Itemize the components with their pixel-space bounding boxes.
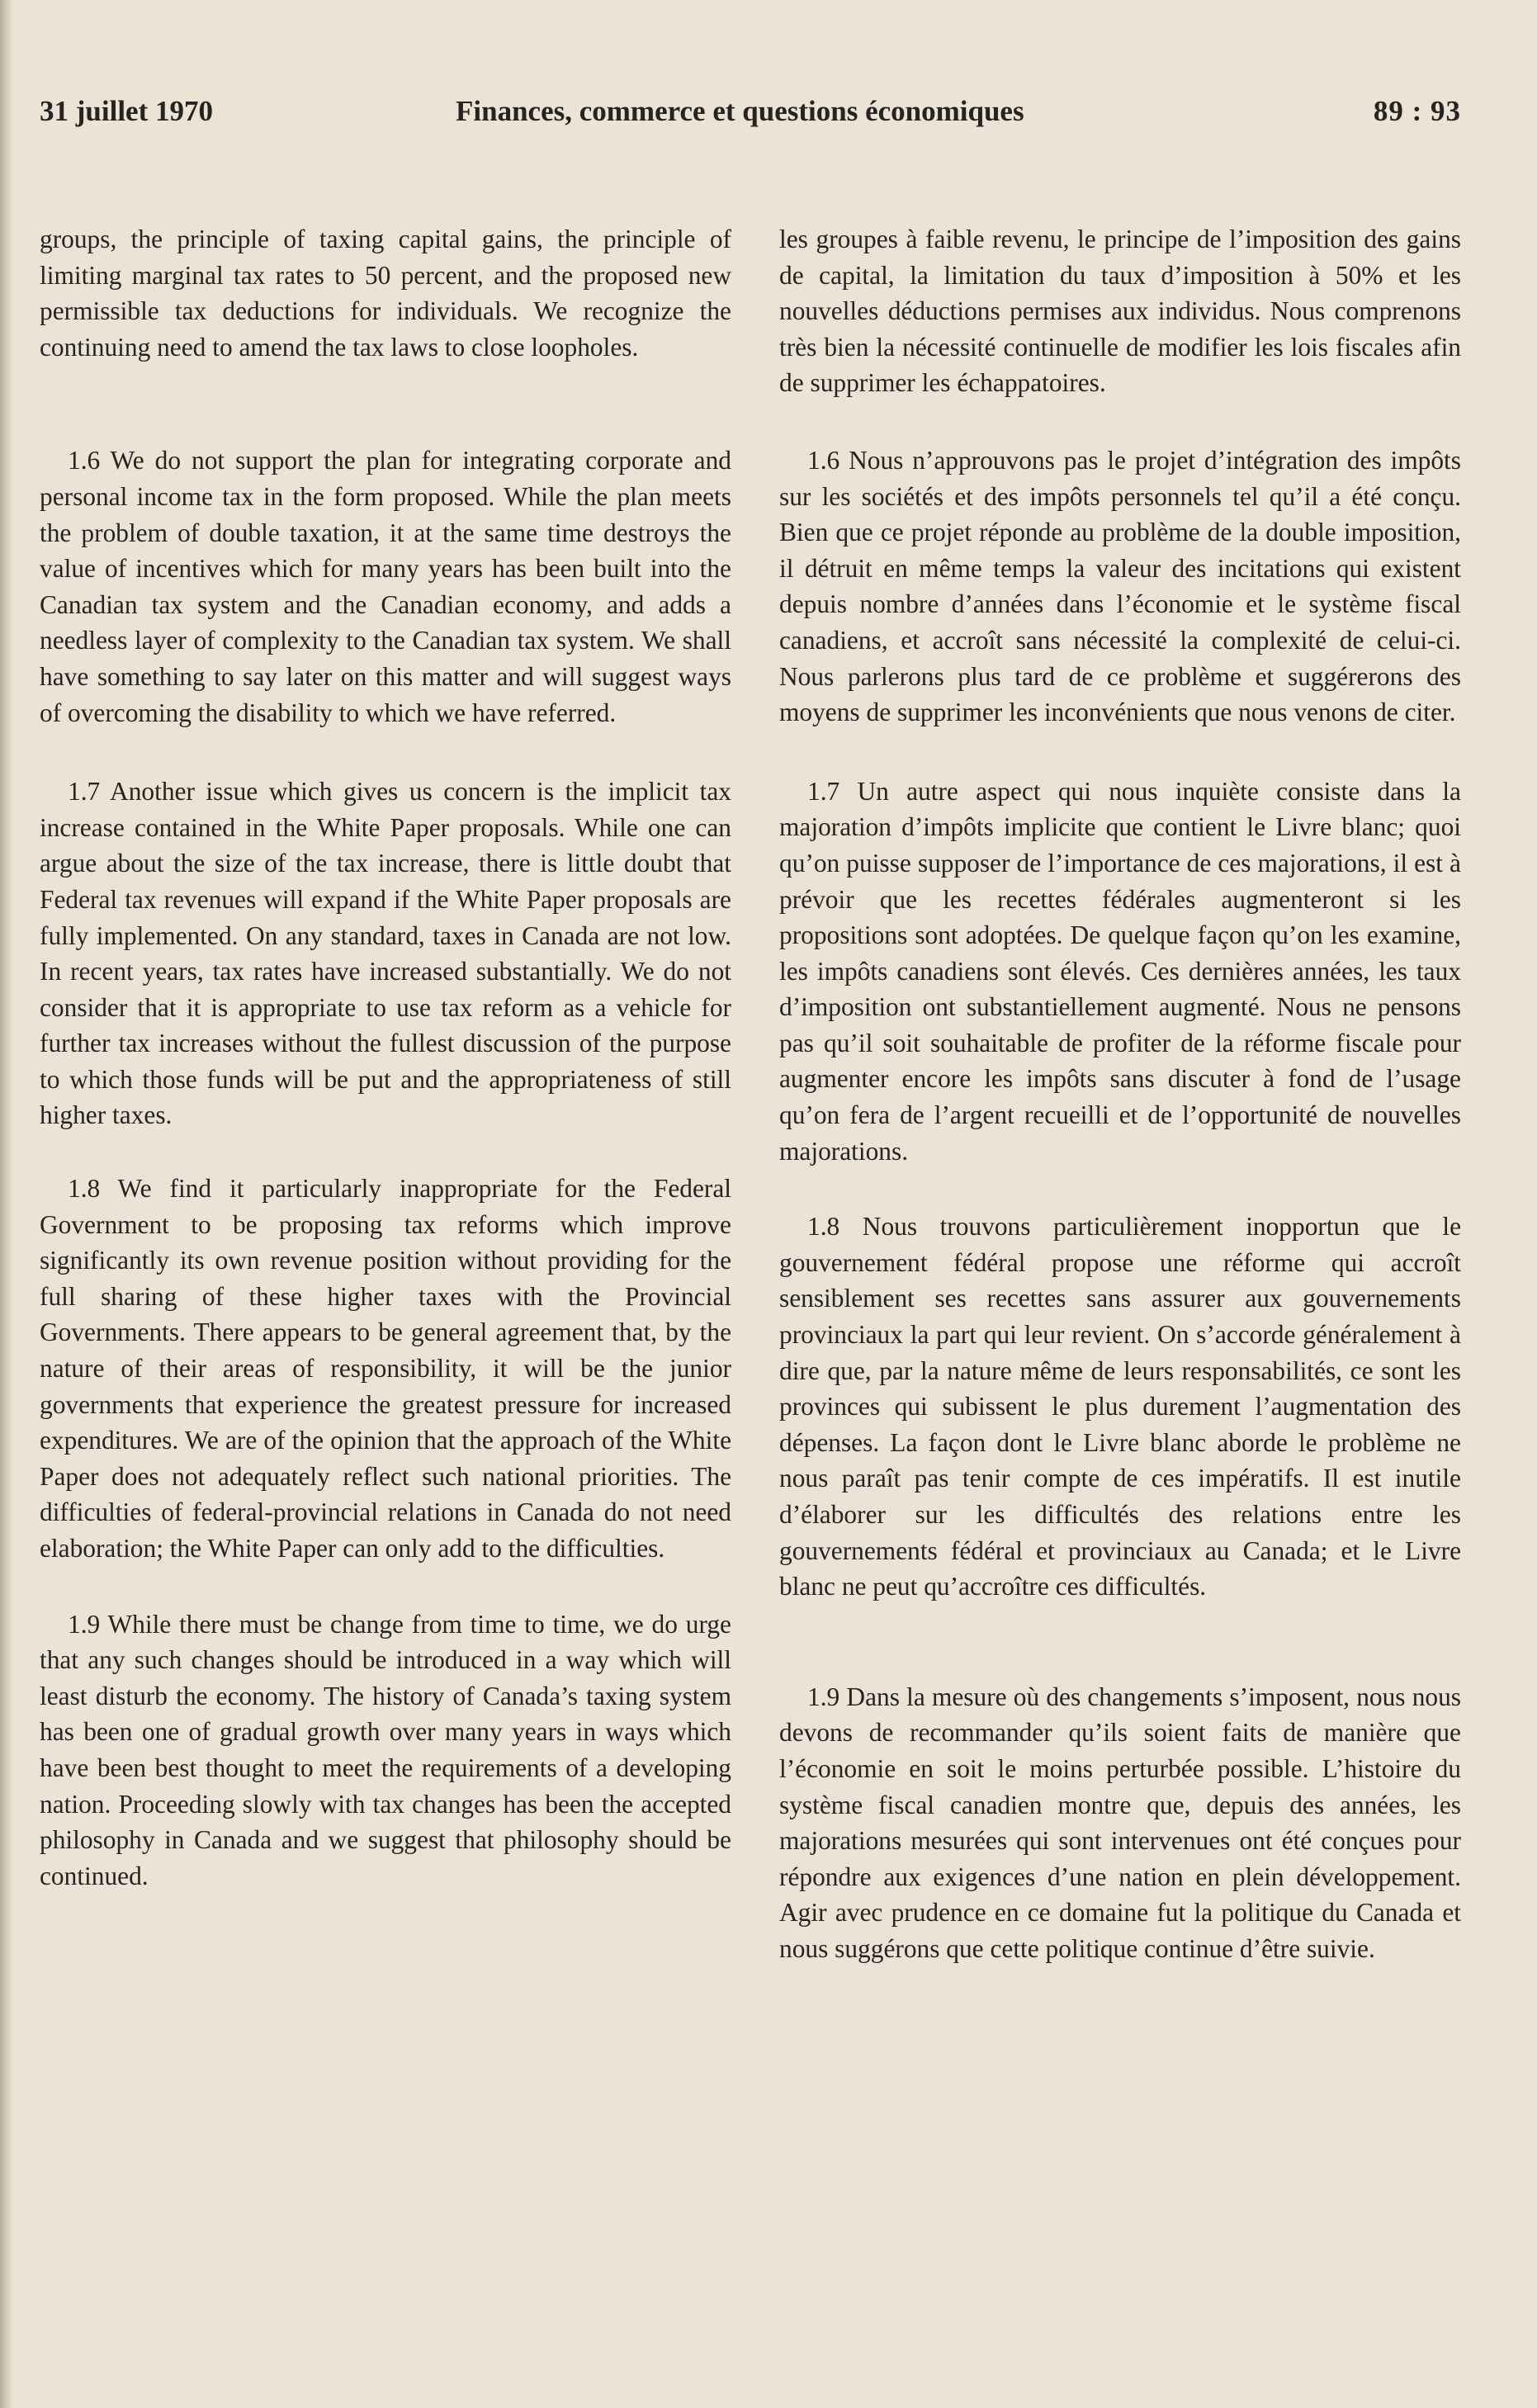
paragraph-1-8: 1.8 Nous trouvons particulièrement inopportun que le gouvernement fédéral propose une réforme qui accroît sensiblement ses recettes sans assurer aux gouvernements provinciaux la part qui leur revient. On s’accorde généralement à dire que, par la nature même de leurs responsabilités, ce sont les provinces qui subissent le plus durement l’augmentation des dépenses. La façon dont le Livre blanc aborde le problème ne nous paraît pas tenir compte de ces impératifs. Il est inutile d’élaborer sur les difficultés des relations entre les gouvernements fédéral et provinciaux au Canada; et le Livre blanc ne peut qu’accroître ces difficultés. (779, 1212, 1461, 1601)
header-page-number: 89 : 93 (1373, 95, 1461, 127)
paragraph-1-8: 1.8 We find it particularly inappropriate for the Federal Government to be proposing tax reforms which improve significantly its own revenue position without providing for the full sharing of these higher taxes with the Provincial Governments. There appears to be general agreement that, by the nature of their areas of responsibility, it will be the junior governments that experience the greatest pressure for increased expenditures. We are of the opinion that the approach of the White Paper does not adequately reflect such national priorities. The difficulties of federal-provincial relations in Canada do not need elaboration; the White Paper can only add to the difficulties. (40, 1174, 731, 1563)
paragraph-1-7: 1.7 Un autre aspect qui nous inquiète consiste dans la majoration d’impôts implicite que contient le Livre blanc; quoi qu’on puisse supposer de l’importance de ces majorations, il est à prévoir que les recettes fédérales augmenteront si les propositions sont adoptées. De quelque façon qu’on les examine, les impôts canadiens sont élevés. Ces dernières années, les taux d’imposition ont substantiellement augmenté. Nous ne pensons pas qu’il soit souhaitable de profiter de la réforme fiscale pour augmenter encore les impôts sans discuter à fond de l’usage qu’on fera de l’argent recueilli et de l’opportunité de nouvelles majorations. (779, 776, 1461, 1166)
header-date: 31 juillet 1970 (40, 95, 213, 127)
french-column (779, 221, 1461, 1967)
paragraph-1-9: 1.9 Dans la mesure où des changements s’imposent, nous nous devons de recommander qu’ils soient faits de manière que l’économie en soit le moins perturbée possible. L’histoire du système fiscal canadien montre que, depuis des années, les majorations mesurées qui sont intervenues ont été conçues pour répondre aux exigences d’une nation en plein développement. Agir avec prudence en ce domaine fut la politique du Canada et nous suggérons que cette politique continue d’être suivie. (779, 1682, 1461, 1963)
english-column (40, 221, 731, 1894)
paragraph-1-6: 1.6 We do not support the plan for integrating corporate and personal income tax in the form proposed. While the plan meets the problem of double taxation, it at the same time destroys the value of incentives which for many years has been built into the Canadian tax system and the Canadian economy, and adds a needless layer of complexity to the Canadian tax system. We shall have something to say later on this matter and will suggest ways of overcoming the disability to which we have referred. (40, 446, 731, 727)
header-title: Finances, commerce et questions économiques (456, 95, 1024, 127)
paragraph-1-7: 1.7 Another issue which gives us concern is the implicit tax increase contained in the White Paper proposals. While one can argue about the size of the tax increase, there is little doubt that Federal tax revenues will expand if the White Paper proposals are fully implemented. On any standard, taxes in Canada are not low. In recent years, tax rates have increased substantially. We do not consider that it is appropriate to use tax reform as a vehicle for further tax increases without the fullest discussion of the purpose to which those funds will be put and the appropriateness of still higher taxes. (40, 777, 731, 1130)
page-header (40, 91, 1461, 140)
paragraph-continuation: groups, the principle of taxing capital gains, the principle of limiting marginal tax rates to 50 percent, and the proposed new permissible tax deductions for individuals. We recognize the continuing need to amend the tax laws to close loopholes. (40, 225, 731, 362)
paragraph-continuation: les groupes à faible revenu, le principe de l’imposition des gains de capital, la limitation du taux d’imposition à 50% et les nouvelles déductions permises aux individus. Nous comprenons très bien la nécessité continuelle de modifier les lois fiscales afin de supprimer les échappatoires. (779, 225, 1461, 398)
page-binding-edge (0, 0, 13, 2408)
paragraph-1-6: 1.6 Nous n’approuvons pas le projet d’intégration des impôts sur les sociétés et des impôts personnels tel qu’il a été conçu. Bien que ce projet réponde au problème de la double imposition, il détruit en même temps la valeur des incitations qui existent depuis nombre d’années dans l’économie et le système fiscal canadiens, et accroît sans nécessité la complexité de celui-ci. Nous parlerons plus tard de ce problème et suggérerons des moyens de supprimer les inconvénients que nous venons de citer. (779, 445, 1461, 727)
paragraph-1-9: 1.9 While there must be change from time to time, we do urge that any such changes should be introduced in a way which will least disturb the economy. The history of Canada’s taxing system has been one of gradual growth over many years in ways which have been best thought to meet the requirements of a developing nation. Proceeding slowly with tax changes has been the accepted philosophy in Canada and we suggest that philosophy should be continued. (40, 1609, 731, 1890)
